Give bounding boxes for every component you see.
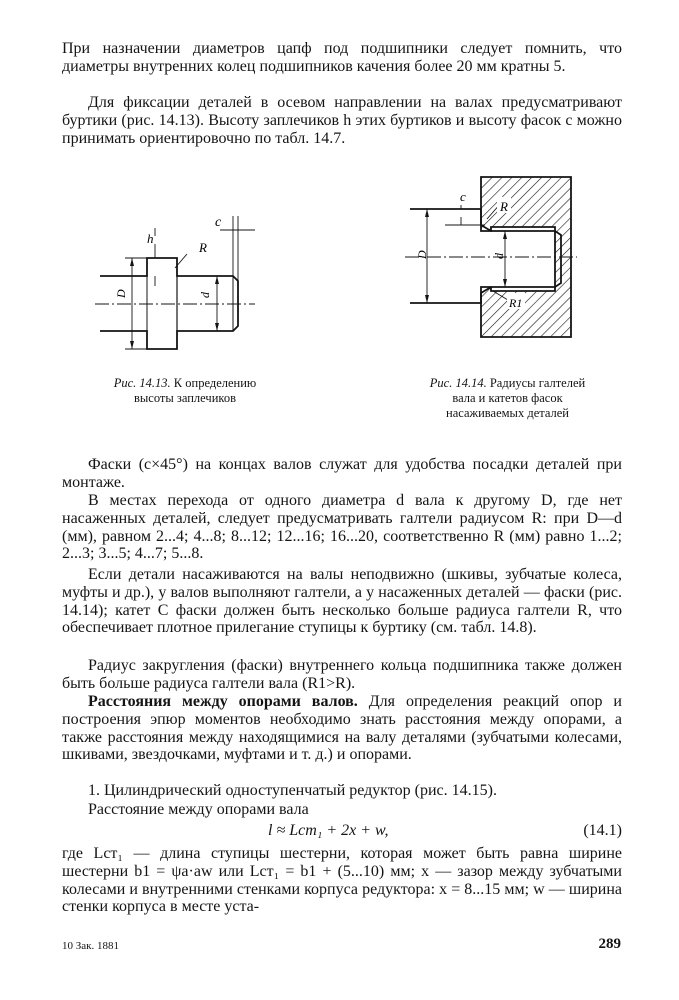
- footer-signature: 10 Зак. 1881: [62, 940, 119, 952]
- paragraph-chamfers: Фаски (c×45°) на концах валов служат для удобства посадки деталей при монтаже.: [62, 456, 622, 491]
- figure-14-13-shaft-shoulder: [95, 208, 270, 368]
- paragraph-where: где Lст₁ — длина ступицы шестерни, которая может быть равна ширине шестерни b1 = ψa·aw или Lст₁ = b1 + (5...10) мм; x — зазор между зубчатыми колесами и внутренними стенками корпуса редуктора: x = 8...15 мм; w — ширина стенки корпуса в месте уста-: [62, 845, 622, 916]
- fig1-label-c: c: [215, 215, 222, 230]
- figure-14-14-caption: Рис. 14.14. Радиусы галтелей вала и катетов фасок насаживаемых деталей: [429, 376, 586, 420]
- paragraph-shoulders: Для фиксации деталей в осевом направлении на валах предусматривают буртики (рис. 14.13). Высоту заплечиков h этих буртиков и высоту фасок c можно принимать ориентировочно по табл. 14.7.: [62, 94, 622, 147]
- fig2-label-r: R: [500, 199, 508, 214]
- paragraph-fillets: В местах перехода от одного диаметра d вала к другому D, где нет насаженных деталей, следует предусматривать галтели радиусом R: при D—d (мм), равном 2...4; 4...8; 8...12; 12...16; 16...20, соответственно R (мм) равно 1...2; 2...3; 3...5; 4...7; 5...8.: [62, 492, 622, 563]
- fig1-label-h: h: [147, 231, 154, 246]
- figure-14-13-caption: Рис. 14.13. К определению высоты заплечиков: [113, 376, 257, 405]
- fig1-label-big-d: D: [114, 289, 128, 298]
- fig2-label-big-d: D: [415, 250, 429, 259]
- paragraph-bearing-radius: Радиус закругления (фаски) внутреннего кольца подшипника также должен быть больше радиуса галтели вала (R1>R).: [62, 657, 622, 692]
- fig2-label-r1: R1: [509, 296, 523, 310]
- formula-expression: l ≈ Lст₁ + 2x + w,: [268, 822, 389, 839]
- paragraph-distance-intro: Расстояние между опорами вала: [88, 801, 309, 818]
- page-number: 289: [598, 936, 621, 952]
- fig2-label-small-d: d: [492, 253, 506, 259]
- fig1-label-small-d: d: [198, 292, 212, 298]
- fig2-label-c: c: [460, 189, 466, 204]
- paragraph-support-distances: Расстояния между опорами валов. Для определения реакций опор и построения эпюр моментов необходимо знать расстояния между опорами, а также расстояния между находящимися на валу деталями (зубчатыми колесами, шкивами, звездочками, муфтами и т. д.) и опорами.: [62, 693, 622, 764]
- fig1-label-r: R: [199, 240, 207, 255]
- paragraph-fixed-parts: Если детали насаживаются на валы неподвижно (шкивы, зубчатые колеса, муфты и др.), у валов выполняют галтели, а у насаженных деталей — фаски (рис. 14.14); катет C фаски должен быть несколько больше радиуса галтели R, что обеспечивает плотное прилегание ступицы к буртику (см. табл. 14.8).: [62, 566, 622, 637]
- paragraph-bearing-diameters: При назначении диаметров цапф под подшипники следует помнить, что диаметры внутренних колец подшипников качения более 20 мм кратны 5.: [62, 40, 622, 75]
- figure-14-14-shaft-fillet: [405, 175, 585, 345]
- paragraph-gearbox: 1. Цилиндрический одноступенчатый редуктор (рис. 14.15).: [88, 782, 497, 799]
- formula-14-1: [62, 822, 622, 840]
- formula-number: (14.1): [583, 822, 622, 839]
